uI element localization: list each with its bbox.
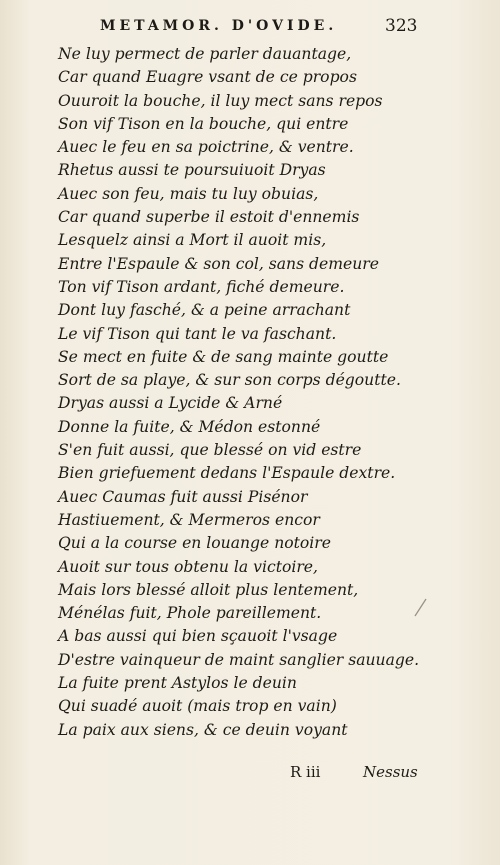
ink-stroke-mark xyxy=(413,596,429,618)
verse-line: Se mect en fuite & de sang mainte goutte xyxy=(58,347,389,366)
verse-line: Lesquelz ainsi a Mort il auoit mis, xyxy=(58,231,327,250)
verse-line: D'estre vainqueur de maint sanglier sauuage. xyxy=(58,650,420,669)
verse-line: Auec Caumas fuit aussi Pisénor xyxy=(58,487,308,506)
verse-line: Dryas aussi a Lycide & Arné xyxy=(58,394,283,413)
verse-line: La fuite prent Astylos le deuin xyxy=(58,674,297,693)
verse-line: Ménélas fuit, Phole pareillement. xyxy=(58,604,322,623)
verse-line: Donne la fuite, & Médon estonné xyxy=(58,417,321,436)
page-footer xyxy=(0,763,500,787)
verse-line: Entre l'Espaule & son col, sans demeure xyxy=(58,254,379,273)
page-header xyxy=(0,18,500,42)
page-number: 323 xyxy=(385,16,418,36)
verse-line: Le vif Tison qui tant le va faschant. xyxy=(58,324,337,343)
verse-line: Hastiuement, & Mermeros encor xyxy=(58,510,320,529)
signature-mark: R iii xyxy=(290,763,321,781)
verse-line: Dont luy fasché, & a peine arrachant xyxy=(58,301,351,320)
verse-line: Car quand Euagre vsant de ce propos xyxy=(58,68,357,87)
verse-line: Ne luy permect de parler dauantage, xyxy=(58,45,352,63)
verse-line: Sort de sa playe, & sur son corps dégoutte. xyxy=(58,371,401,390)
verse-line: Rhetus aussi te poursuiuoit Dryas xyxy=(58,161,326,180)
verse-line: Qui suadé auoit (mais trop en vain) xyxy=(58,697,337,716)
verse-line: Auec son feu, mais tu luy obuias, xyxy=(58,184,319,203)
verse-line: A bas aussi qui bien sçauoit l'vsage xyxy=(58,627,338,646)
verse-line: Son vif Tison en la bouche, qui entre xyxy=(58,114,349,133)
verse-line: S'en fuit aussi, que blessé on vid estre xyxy=(58,441,362,460)
verse-line: Mais lors blessé alloit plus lentement, xyxy=(58,580,359,599)
catchword: Nessus xyxy=(363,763,418,781)
verse-line: Ton vif Tison ardant, fiché demeure. xyxy=(58,277,345,296)
verse-block xyxy=(58,43,478,742)
verse-line: La paix aux siens, & ce deuin voyant xyxy=(58,720,348,739)
verse-line: Ouuroit la bouche, il luy mect sans repos xyxy=(58,91,383,110)
running-head: METAMOR. D'OVIDE. xyxy=(100,18,338,34)
verse-line: Bien griefuement dedans l'Espaule dextre. xyxy=(58,464,396,483)
verse-line: Auoit sur tous obtenu la victoire, xyxy=(58,557,318,576)
verse-line: Qui a la course en louange notoire xyxy=(58,534,331,553)
verse-line: Car quand superbe il estoit d'ennemis xyxy=(58,208,360,227)
verse-line: Auec le feu en sa poictrine, & ventre. xyxy=(58,138,354,157)
